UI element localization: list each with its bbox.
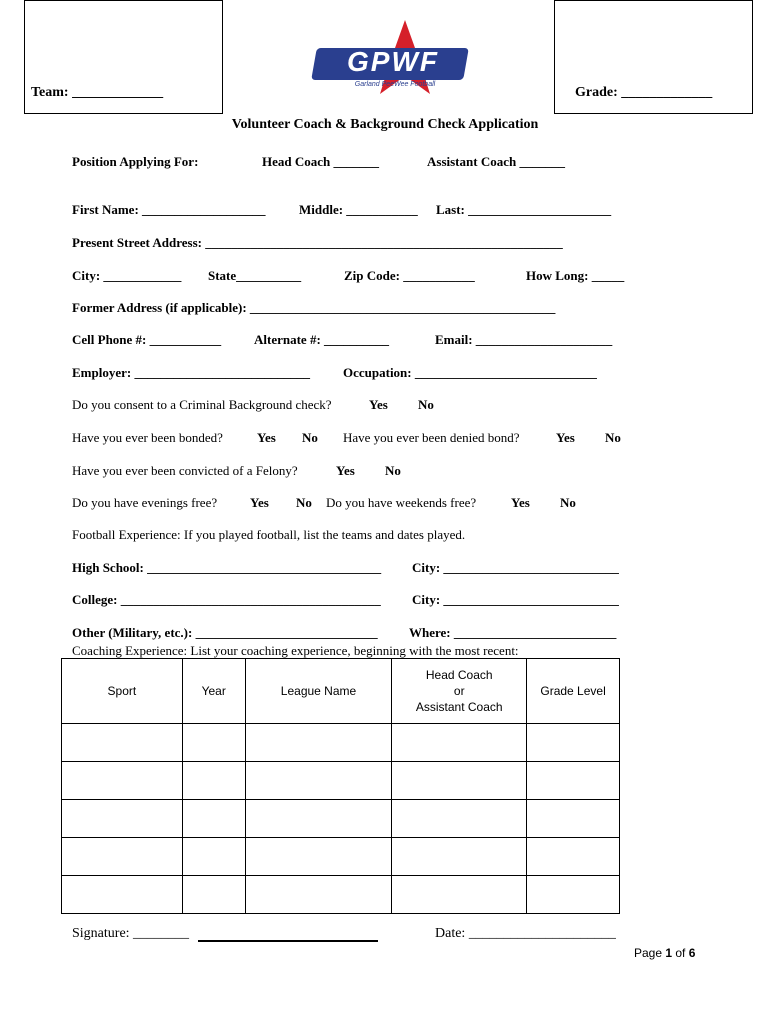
table-cell[interactable] [245, 762, 392, 800]
table-cell[interactable] [245, 724, 392, 762]
street-address-field[interactable]: Present Street Address: _______________________________________________________ [72, 235, 563, 250]
page-prefix: Page [634, 946, 666, 960]
table-cell[interactable] [392, 838, 527, 876]
table-cell[interactable] [182, 876, 245, 914]
grade-level-header: Grade Level [527, 659, 620, 724]
table-cell[interactable] [527, 762, 620, 800]
signature-line [198, 940, 378, 942]
how-long-field[interactable]: How Long: _____ [526, 268, 625, 283]
football-intro: Football Experience: If you played football, list the teams and dates played. [72, 527, 466, 542]
zip-code-field[interactable]: Zip Code: ___________ [344, 268, 475, 283]
table-cell[interactable] [527, 800, 620, 838]
table-cell[interactable] [392, 762, 527, 800]
felony-no-option[interactable]: No [385, 463, 401, 478]
last-name-field[interactable]: Last: ______________________ [436, 202, 612, 217]
page-number: 1 [665, 946, 673, 960]
bonded-yes-option[interactable]: Yes [257, 430, 276, 445]
felony-question: Have you ever been convicted of a Felony? [72, 463, 298, 478]
sport-header: Sport [62, 659, 183, 724]
year-header: Year [182, 659, 245, 724]
logo-text: GPWF [347, 46, 439, 77]
league-name-header: League Name [245, 659, 392, 724]
table-cell[interactable] [182, 838, 245, 876]
occupation-field[interactable]: Occupation: ____________________________ [343, 365, 597, 380]
weekends-yes-option[interactable]: Yes [511, 495, 530, 510]
where-field[interactable]: Where: _________________________ [409, 625, 617, 640]
college-field[interactable]: College: ________________________________________ [72, 592, 381, 607]
bonded-question: Have you ever been bonded? [72, 430, 223, 445]
denied-bond-yes-option[interactable]: Yes [556, 430, 575, 445]
email-field[interactable]: Email: _____________________ [435, 332, 613, 347]
table-row [62, 800, 620, 838]
head-coach-field[interactable]: Head Coach _______ [262, 154, 379, 169]
evenings-yes-option[interactable]: Yes [250, 495, 269, 510]
table-cell[interactable] [245, 800, 392, 838]
city-field[interactable]: City: ____________ [72, 268, 182, 283]
table-header-row [62, 659, 620, 724]
table-cell[interactable] [392, 800, 527, 838]
table-cell[interactable] [182, 724, 245, 762]
cell-phone-field[interactable]: Cell Phone #: ___________ [72, 332, 222, 347]
table-cell[interactable] [392, 724, 527, 762]
former-address-field[interactable]: Former Address (if applicable): _______________________________________________ [72, 300, 556, 315]
consent-yes-option[interactable]: Yes [369, 397, 388, 412]
first-name-field[interactable]: First Name: ___________________ [72, 202, 266, 217]
felony-yes-option[interactable]: Yes [336, 463, 355, 478]
table-cell[interactable] [527, 724, 620, 762]
coach-role-header: Head Coach or Assistant Coach [392, 659, 527, 724]
logo-subtext: Garland PeeWee Football [354, 81, 436, 88]
denied-bond-no-option[interactable]: No [605, 430, 621, 445]
table-cell[interactable] [392, 876, 527, 914]
table-cell[interactable] [62, 762, 183, 800]
page-title: Volunteer Coach & Background Check Application [231, 117, 539, 132]
date-field[interactable]: Date: _____________________ [435, 926, 616, 941]
table-row [62, 762, 620, 800]
alternate-phone-field[interactable]: Alternate #: __________ [254, 332, 390, 347]
state-field[interactable]: State__________ [208, 268, 302, 283]
table-cell[interactable] [62, 724, 183, 762]
team-field[interactable]: Team: _____________ [31, 85, 164, 100]
weekends-no-option[interactable]: No [560, 495, 576, 510]
gpwf-logo [310, 18, 470, 98]
table-cell[interactable] [245, 838, 392, 876]
evenings-question: Do you have evenings free? [72, 495, 218, 510]
table-cell[interactable] [527, 876, 620, 914]
table-row [62, 724, 620, 762]
table-cell[interactable] [245, 876, 392, 914]
coaching-experience-table [61, 658, 620, 914]
page-total: 6 [688, 946, 696, 960]
signature-field[interactable]: Signature: ________ [72, 926, 190, 941]
consent-no-option[interactable]: No [418, 397, 434, 412]
table-cell[interactable] [62, 876, 183, 914]
table-row [62, 876, 620, 914]
denied-bond-question: Have you ever been denied bond? [343, 430, 520, 445]
employer-field[interactable]: Employer: ___________________________ [72, 365, 310, 380]
weekends-question: Do you have weekends free? [326, 495, 477, 510]
table-cell[interactable] [62, 838, 183, 876]
table-cell[interactable] [62, 800, 183, 838]
table-cell[interactable] [182, 762, 245, 800]
table-cell[interactable] [527, 838, 620, 876]
team-box [24, 0, 223, 114]
college-city-field[interactable]: City: ___________________________ [412, 592, 619, 607]
other-experience-field[interactable]: Other (Military, etc.): ____________________________ [72, 625, 378, 640]
high-school-city-field[interactable]: City: ___________________________ [412, 560, 619, 575]
page-indicator [634, 946, 695, 960]
bonded-no-option[interactable]: No [302, 430, 318, 445]
position-label: Position Applying For: [72, 154, 199, 169]
table-row [62, 838, 620, 876]
evenings-no-option[interactable]: No [296, 495, 312, 510]
high-school-field[interactable]: High School: ____________________________________ [72, 560, 382, 575]
middle-name-field[interactable]: Middle: ___________ [299, 202, 418, 217]
grade-box [554, 0, 753, 114]
table-cell[interactable] [182, 800, 245, 838]
grade-field[interactable]: Grade: _____________ [575, 85, 713, 100]
coaching-intro: Coaching Experience: List your coaching experience, beginning with the most recent: [72, 643, 519, 658]
assistant-coach-field[interactable]: Assistant Coach _______ [427, 154, 565, 169]
page-of: of [672, 946, 689, 960]
consent-question: Do you consent to a Criminal Background check? [72, 397, 332, 412]
